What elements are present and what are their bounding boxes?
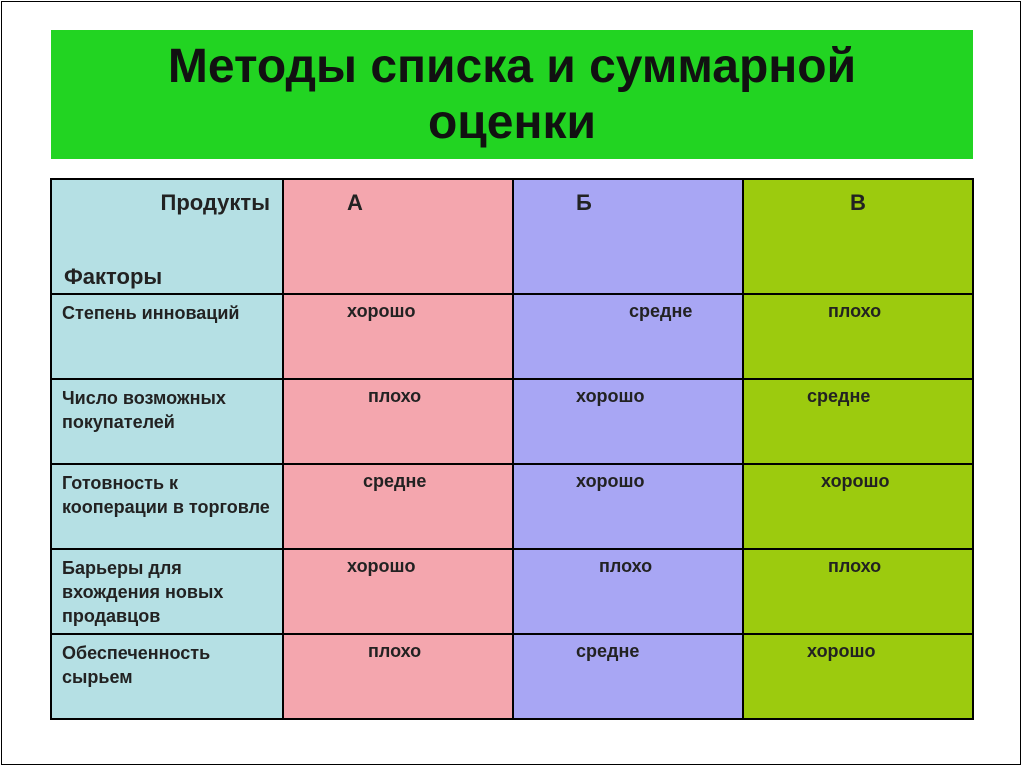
table-row: [51, 379, 973, 464]
rating-cell-c: [743, 379, 973, 464]
factors-label: Факторы: [64, 264, 163, 289]
factor-label: Готовность к кооперации в торговле: [62, 473, 270, 517]
rating-cell-a: [283, 464, 513, 549]
factor-label: Степень инноваций: [62, 303, 240, 323]
rating-value: плохо: [828, 301, 882, 321]
factor-cell: [51, 379, 283, 464]
rating-value: хорошо: [807, 641, 876, 661]
evaluation-table: [50, 178, 974, 720]
rating-value: средне: [629, 301, 693, 321]
rating-value: хорошо: [347, 301, 416, 321]
table-row: [51, 634, 973, 719]
rating-value: плохо: [828, 556, 882, 576]
rating-value: хорошо: [347, 556, 416, 576]
rating-cell-a: [283, 549, 513, 634]
rating-cell-a: [283, 379, 513, 464]
table-row: [51, 549, 973, 634]
rating-cell-b: [513, 634, 743, 719]
column-header-c: [743, 179, 973, 294]
column-label-c: В: [850, 190, 866, 215]
table-row: [51, 294, 973, 379]
factor-label: Число возможных покупателей: [62, 388, 226, 432]
rating-cell-c: [743, 464, 973, 549]
products-label: Продукты: [160, 190, 270, 215]
column-label-a: А: [347, 190, 363, 215]
rating-cell-b: [513, 379, 743, 464]
rating-value: средне: [807, 386, 871, 406]
rating-cell-c: [743, 294, 973, 379]
header-corner-cell: [51, 179, 283, 294]
rating-value: плохо: [368, 641, 422, 661]
rating-value: хорошо: [576, 471, 645, 491]
column-header-b: [513, 179, 743, 294]
table-header-row: [51, 179, 973, 294]
factor-cell: [51, 634, 283, 719]
rating-cell-c: [743, 634, 973, 719]
title-banner: [51, 30, 973, 159]
column-label-b: Б: [576, 190, 592, 215]
rating-value: плохо: [599, 556, 653, 576]
factor-label: Барьеры для вхождения новых продавцов: [62, 558, 224, 626]
rating-cell-c: [743, 549, 973, 634]
factor-cell: [51, 464, 283, 549]
rating-cell-b: [513, 464, 743, 549]
rating-value: плохо: [368, 386, 422, 406]
factor-label: Обеспеченность сырьем: [62, 643, 211, 687]
slide-title: Методы списка и суммарной оценки: [167, 39, 857, 149]
rating-value: средне: [576, 641, 640, 661]
rating-value: хорошо: [576, 386, 645, 406]
rating-cell-a: [283, 634, 513, 719]
rating-cell-b: [513, 549, 743, 634]
rating-value: средне: [363, 471, 427, 491]
factor-cell: [51, 549, 283, 634]
table-row: [51, 464, 973, 549]
column-header-a: [283, 179, 513, 294]
factor-cell: [51, 294, 283, 379]
rating-cell-b: [513, 294, 743, 379]
rating-cell-a: [283, 294, 513, 379]
rating-value: хорошо: [821, 471, 890, 491]
